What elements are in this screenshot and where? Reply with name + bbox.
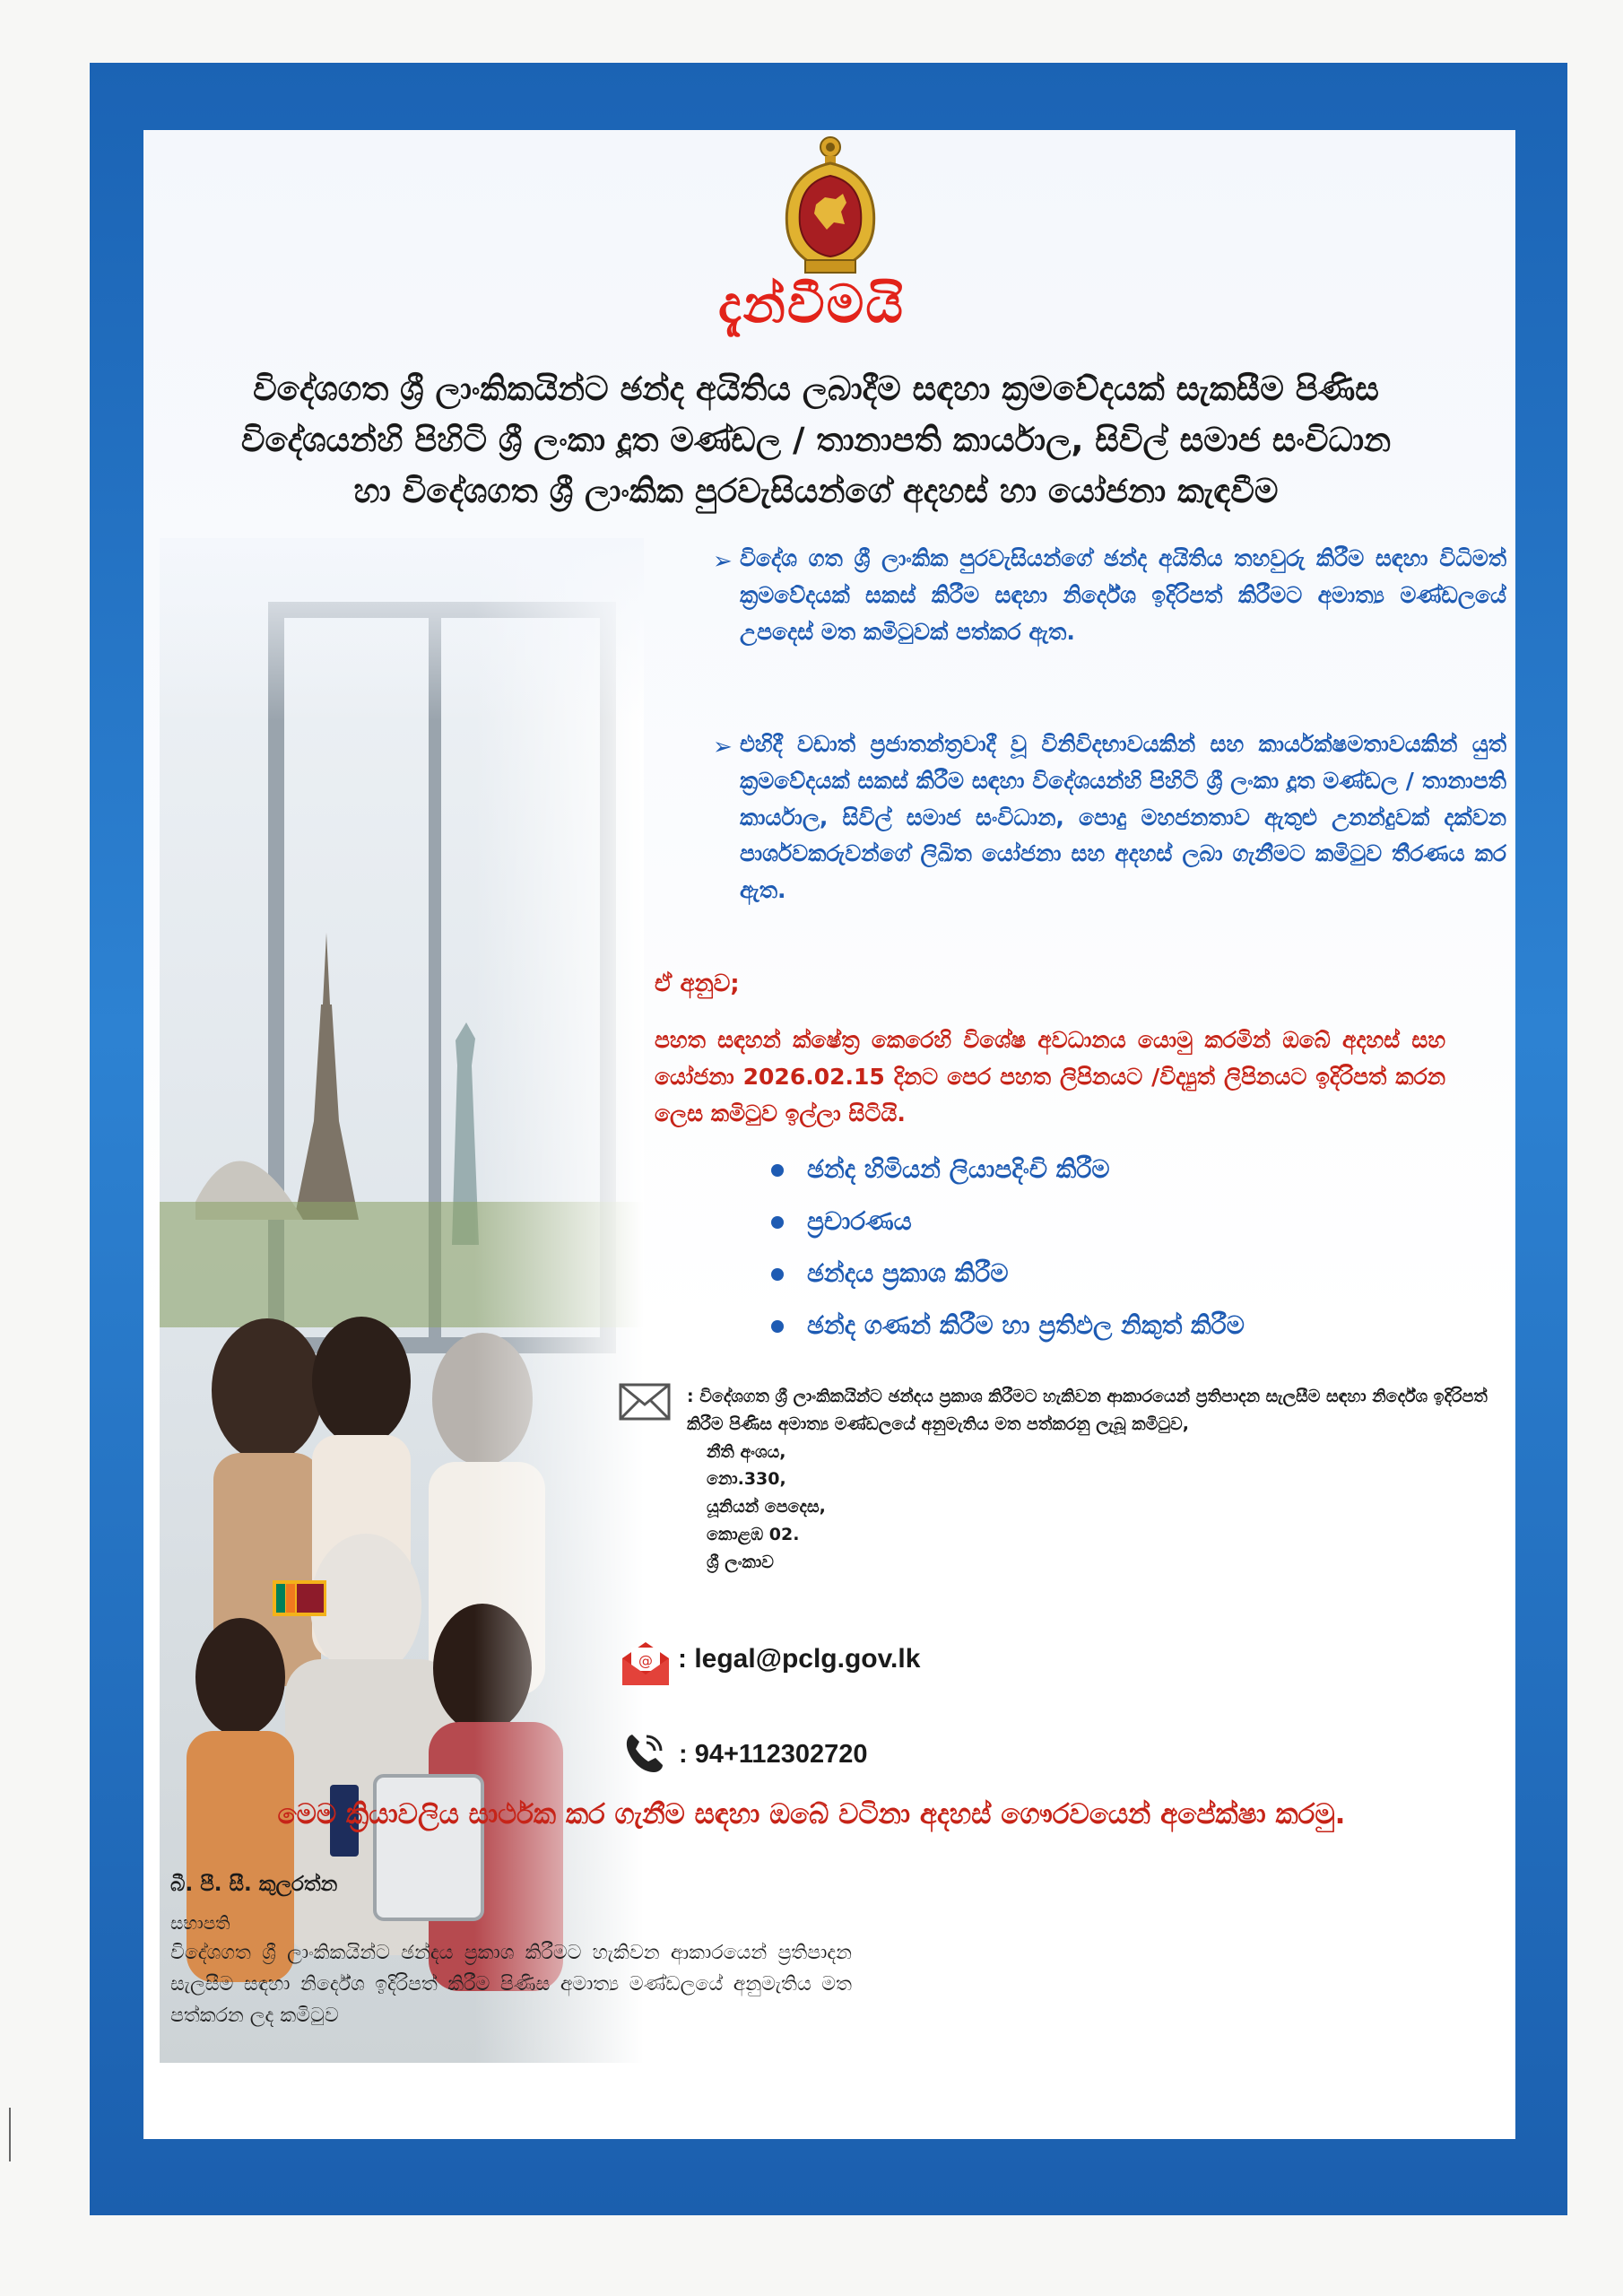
request-paragraph: පහත සඳහන් ක්ෂේත්‍ර කෙරෙහි විශේෂ අවධානය යොමු කරමින් ඔබේ අදහස් සහ යෝජනා 2026.02.15 දිනට පෙර පහත ලිපිනයට /විද්‍යුත් ලිපිනයට ඉදිරිපත් කරන ලෙස කමිටුව ඉල්ලා සිටියි. (655, 1027, 1445, 1126)
arrow-bullet-icon: ➢ (713, 548, 733, 575)
arrow-bullet-icon: ➢ (713, 734, 733, 761)
diaspora-family-illustration (160, 538, 644, 2063)
bullet-dot-icon (771, 1216, 784, 1229)
address-line: යූනියන් පෙදෙස, (707, 1497, 826, 1518)
info-point-1-text: විදේශ ගත ශ්‍රී ලාංකික පුරවැසියන්ගේ ඡන්ද අයිතිය තහවුරු කිරීම සඳහා විධිමත් ක්‍රමවේදයක් සකස් කිරීම සඳහා නිර්දේශ ඉදිරිපත් කිරීමට අමාත්‍ය මණ්ඩලයේ උපදෙස් මත කමිටුවක් පත්කර ඇත. (740, 545, 1506, 645)
signature-block (170, 1873, 852, 2032)
heading-line-3: හා විදේශගත ශ්‍රී ලාංකික පුරවැසියන්ගේ අදහස් හා යෝජනා කැඳවීම (353, 472, 1279, 510)
address-line: ශ්‍රී ලංකාව (707, 1552, 774, 1572)
bullet-dot-icon (771, 1320, 784, 1333)
info-point-2 (713, 726, 1506, 909)
list-item: ඡන්ද ගණන් කිරීම හා ප්‍රතිඵල නිකුත් කිරීම (771, 1313, 1245, 1338)
phone-icon (623, 1731, 666, 1776)
address-intro: විදේශගත ශ්‍රී ලාංකිකයින්ට ඡන්දය ප්‍රකාශ කිරීමට හැකිවන ආකාරයෙන් ප්‍රතිපාදන සැලසීම සඳහා නිර්දේශ ඉදිරිපත් කිරීම පිණිස අමාත්‍ය මණ්ඩලයේ අනුමැතිය මත පත්කරනු ලැබූ කමිටුව, (687, 1387, 1488, 1434)
list-item: ප්‍රචාරණය (771, 1209, 1245, 1234)
state-emblem-icon (778, 135, 882, 278)
phone-number[interactable]: : 94+112302720 (679, 1740, 868, 1769)
email-address[interactable]: : legal@pclg.gov.lk (678, 1644, 921, 1674)
list-item: ඡන්ද හිමියන් ලියාපදිංචි කිරීම (771, 1157, 1245, 1182)
signatory-role: සභාපති (170, 1912, 230, 1934)
envelope-icon (619, 1383, 671, 1421)
address-line: කොළඹ 02. (707, 1524, 800, 1544)
notice-title: දැන්වීමයි (718, 274, 905, 335)
bullet-dot-icon (771, 1164, 784, 1177)
scan-margin-mark (9, 2108, 11, 2161)
svg-text:@: @ (638, 1652, 653, 1669)
heading-line-1: විදේශගත ශ්‍රී ලාංකිකයින්ට ඡන්ද අයිතිය ලබාදීම සඳහා ක්‍රමවේදයක් සැකසීම පිණිස (253, 370, 1379, 408)
address-line: නීති අංශය, (707, 1441, 786, 1462)
committee-description: විදේශගත ශ්‍රී ලාංකිකයින්ට ඡන්දය ප්‍රකාශ කිරීමට හැකිවන ආකාරයෙන් ප්‍රතිපාදන සැලසීම සඳහා නිර්දේශ ඉදිරිපත් කිරීම පිණිස අමාත්‍ය මණ්ඩලයේ අනුමැතිය මත පත්කරන ලද කමිටුව (170, 1942, 852, 2028)
bullet-dot-icon (771, 1268, 784, 1281)
focus-areas-list (771, 1154, 1245, 1365)
list-item: ඡන්දය ප්‍රකාශ කිරීම (771, 1261, 1245, 1286)
heading-line-2: විදේශයන්හි පිහිටි ශ්‍රී ලංකා දූත මණ්ඩල / තානාපති කාර්යාල, සිවිල් සමාජ සංවිධාන (240, 421, 1392, 459)
address-line: නො.330, (707, 1469, 786, 1490)
email-icon (619, 1637, 673, 1689)
accordingly-label: ඒ අනුව; (655, 970, 740, 997)
closing-statement: මෙම ක්‍රියාවලිය සාර්ථක කර ගැනීම සඳහා ඔබේ වටිනා අදහස් ගෞරවයෙන් අපේක්ෂා කරමු. (277, 1798, 1346, 1831)
info-point-2-text: එහිදී වඩාත් ප්‍රජාතන්ත්‍රවාදී වූ විනිවිදභාවයකින් සහ කාර්යක්ෂමතාවයකින් යුත් ක්‍රමවේදයක් සකස් කිරීම සඳහා විදේශයන්හි පිහිටි ශ්‍රී ලංකා දූත මණ්ඩල / තානාපති කාර්යාල, සිවිල් සමාජ සංවිධාන, පොදු මහජනතාව ඇතුළු උනන්දුවක් දක්වන පාර්ශවකරුවන්ගේ ලිඛිත යෝජනා සහ අදහස් ලබා ගැනීමට කමිටුව තීරණය කර ඇත. (740, 731, 1506, 903)
info-point-1 (713, 541, 1506, 650)
signatory-name: බී. පී. සී. කුලරත්න (170, 1873, 338, 1896)
